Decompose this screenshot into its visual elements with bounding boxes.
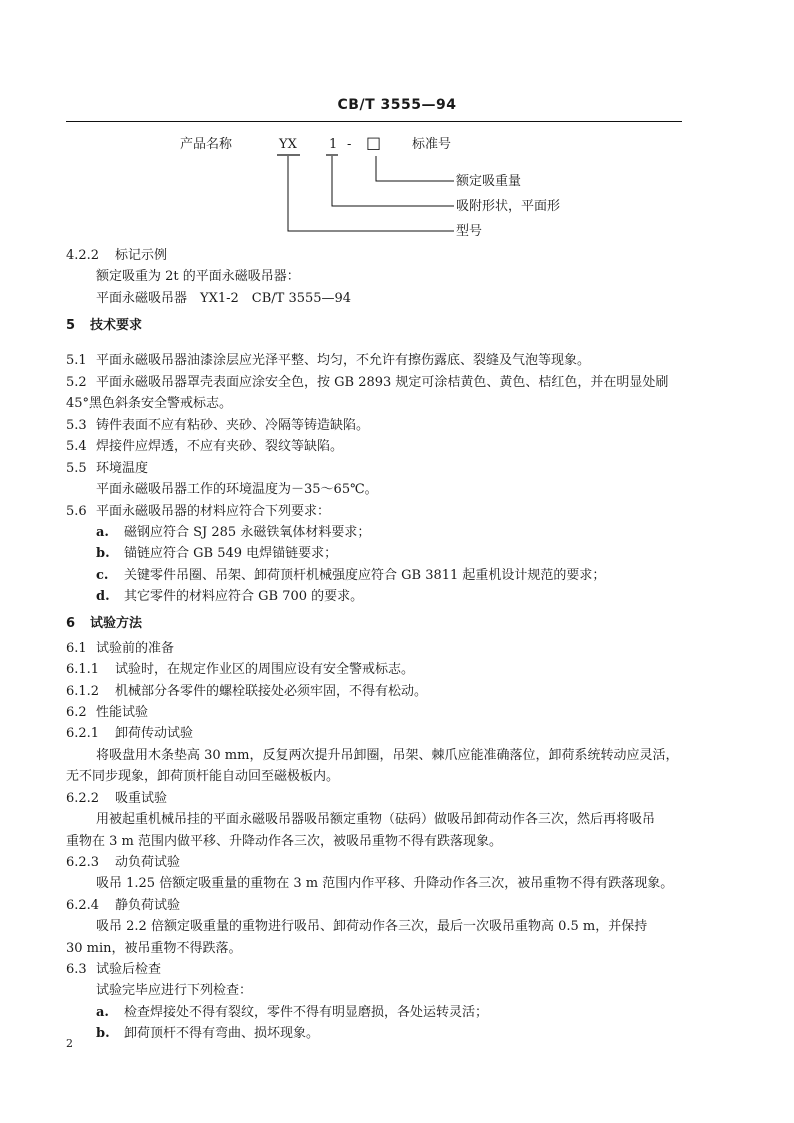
text: 卸荷顶杆不得有弯曲、损坏现象。 bbox=[124, 1026, 320, 1041]
clause-number: 6.2.3 bbox=[66, 855, 100, 870]
clause-number: 5.5 bbox=[66, 461, 87, 476]
clause-number: 6.2.1 bbox=[66, 726, 100, 741]
clause-number: 5.4 bbox=[66, 439, 87, 454]
code-one: 1 bbox=[329, 137, 338, 152]
section-heading-5 bbox=[66, 315, 143, 336]
list-label: a. bbox=[96, 1005, 109, 1020]
product-name-label: 产品名称 bbox=[180, 137, 233, 152]
clause-title: 标记示例 bbox=[115, 248, 168, 263]
clause-number: 6.2.2 bbox=[66, 791, 100, 806]
standard-label: 标准号 bbox=[412, 137, 452, 152]
clause-number: 6.2.4 bbox=[66, 898, 100, 913]
text: 性能试验 bbox=[96, 705, 149, 720]
section-title: 技术要求 bbox=[90, 318, 143, 333]
model-leader bbox=[288, 156, 454, 231]
clause-number: 4.2.2 bbox=[66, 248, 100, 263]
text: 试验前的准备 bbox=[96, 641, 175, 656]
rated-weight-leader bbox=[376, 156, 454, 181]
text: 30 min，被吊重物不得跌落。 bbox=[66, 941, 242, 956]
list-label: d. bbox=[96, 589, 110, 604]
text: 环境温度 bbox=[96, 461, 149, 476]
clause-number: 5.6 bbox=[66, 504, 87, 519]
clause-number: 6.1.1 bbox=[66, 662, 100, 677]
diagram-lines bbox=[0, 0, 794, 260]
text: 重物在 3 m 范围内做平移、升降动作各三次，被吸吊重物不得有跌落现象。 bbox=[66, 834, 502, 849]
text: 焊接件应焊透，不应有夹砂、裂纹等缺陷。 bbox=[96, 439, 344, 454]
list-label: a. bbox=[96, 525, 109, 540]
text: 平面永磁吸吊器 YX1-2 CB/T 3555—94 bbox=[96, 291, 352, 306]
text: 将吸盘用木条垫高 30 mm，反复两次提升吊卸圈，吊架、棘爪应能准确落位，卸荷系统转动应灵活， bbox=[96, 748, 679, 763]
page-number: 2 bbox=[66, 1037, 73, 1050]
section-title: 试验方法 bbox=[90, 616, 143, 631]
text: 关键零件吊圈、吊架、卸荷顶杆机械强度应符合 GB 3811 起重机设计规范的要求； bbox=[124, 568, 606, 583]
clause-number: 6.2 bbox=[66, 705, 87, 720]
text: 平面永磁吸吊器的材料应符合下列要求： bbox=[96, 504, 331, 519]
text: 动负荷试验 bbox=[115, 855, 181, 870]
code-yx: YX bbox=[279, 137, 297, 152]
code-dash: - bbox=[347, 137, 352, 152]
text: 吸重试验 bbox=[115, 791, 168, 806]
clause-number: 5.1 bbox=[66, 353, 87, 368]
clause-number: 6.3 bbox=[66, 962, 87, 977]
model-label: 型号 bbox=[456, 224, 483, 239]
text: 机械部分各零件的螺栓联接处必须牢固，不得有松动。 bbox=[115, 684, 428, 699]
text: 其它零件的材料应符合 GB 700 的要求。 bbox=[124, 589, 364, 604]
text: 45°黑色斜条安全警戒标志。 bbox=[66, 396, 233, 411]
code-box: □ bbox=[366, 133, 382, 152]
text: 铸件表面不应有粘砂、夹砂、冷隔等铸造缺陷。 bbox=[96, 418, 370, 433]
shape-label: 吸附形状，平面形 bbox=[456, 199, 561, 214]
text: 试验后检查 bbox=[96, 962, 162, 977]
text: 卸荷传动试验 bbox=[115, 726, 194, 741]
list-label: b. bbox=[96, 546, 110, 561]
text: 吸吊 2.2 倍额定吸重量的重物进行吸吊、卸荷动作各三次，最后一次吸吊重物高 0.5 m，并保持 bbox=[96, 919, 648, 934]
section-number: 6 bbox=[66, 616, 76, 631]
text: 试验完毕应进行下列检查： bbox=[96, 983, 253, 998]
rated-weight-label: 额定吸重量 bbox=[456, 174, 522, 189]
clause-number: 5.2 bbox=[66, 375, 87, 390]
section-heading-6 bbox=[66, 613, 143, 634]
clause-number: 6.1.2 bbox=[66, 684, 100, 699]
text: 平面永磁吸吊器罩壳表面应涂安全色，按 GB 2893 规定可涂桔黄色、黄色、桔红色，并在明显处刷 bbox=[96, 375, 669, 390]
text: 平面永磁吸吊器油漆涂层应光泽平整、均匀，不允许有擦伤露底、裂缝及气泡等现象。 bbox=[96, 353, 591, 368]
section-number: 5 bbox=[66, 318, 76, 333]
clause-number: 5.3 bbox=[66, 418, 87, 433]
text: 试验时，在规定作业区的周围应设有安全警戒标志。 bbox=[115, 662, 415, 677]
text: 用被起重机械吊挂的平面永磁吸吊器吸吊额定重物（砝码）做吸吊卸荷动作各三次，然后再将吸吊 bbox=[96, 812, 656, 827]
clause-number: 6.1 bbox=[66, 641, 87, 656]
text: 额定吸重为 2t 的平面永磁吸吊器： bbox=[96, 269, 300, 284]
list-label: b. bbox=[96, 1026, 110, 1041]
text: 磁钢应符合 SJ 285 永磁铁氧体材料要求； bbox=[124, 525, 371, 540]
list-label: c. bbox=[96, 568, 109, 583]
running-header: CB/T 3555—94 bbox=[337, 97, 457, 113]
text: 检查焊接处不得有裂纹，零件不得有明显磨损，各处运转灵活； bbox=[124, 1005, 489, 1020]
text: 吸吊 1.25 倍额定吸重量的重物在 3 m 范围内作平移、升降动作各三次，被吊重物不得有跌落现象。 bbox=[96, 876, 674, 891]
text: 无不同步现象，卸荷顶杆能自动回至磁极板内。 bbox=[66, 769, 340, 784]
text: 静负荷试验 bbox=[115, 898, 181, 913]
text: 锚链应符合 GB 549 电焊锚链要求； bbox=[124, 546, 338, 561]
text: 平面永磁吸吊器工作的环境温度为－35～65℃。 bbox=[96, 482, 378, 497]
